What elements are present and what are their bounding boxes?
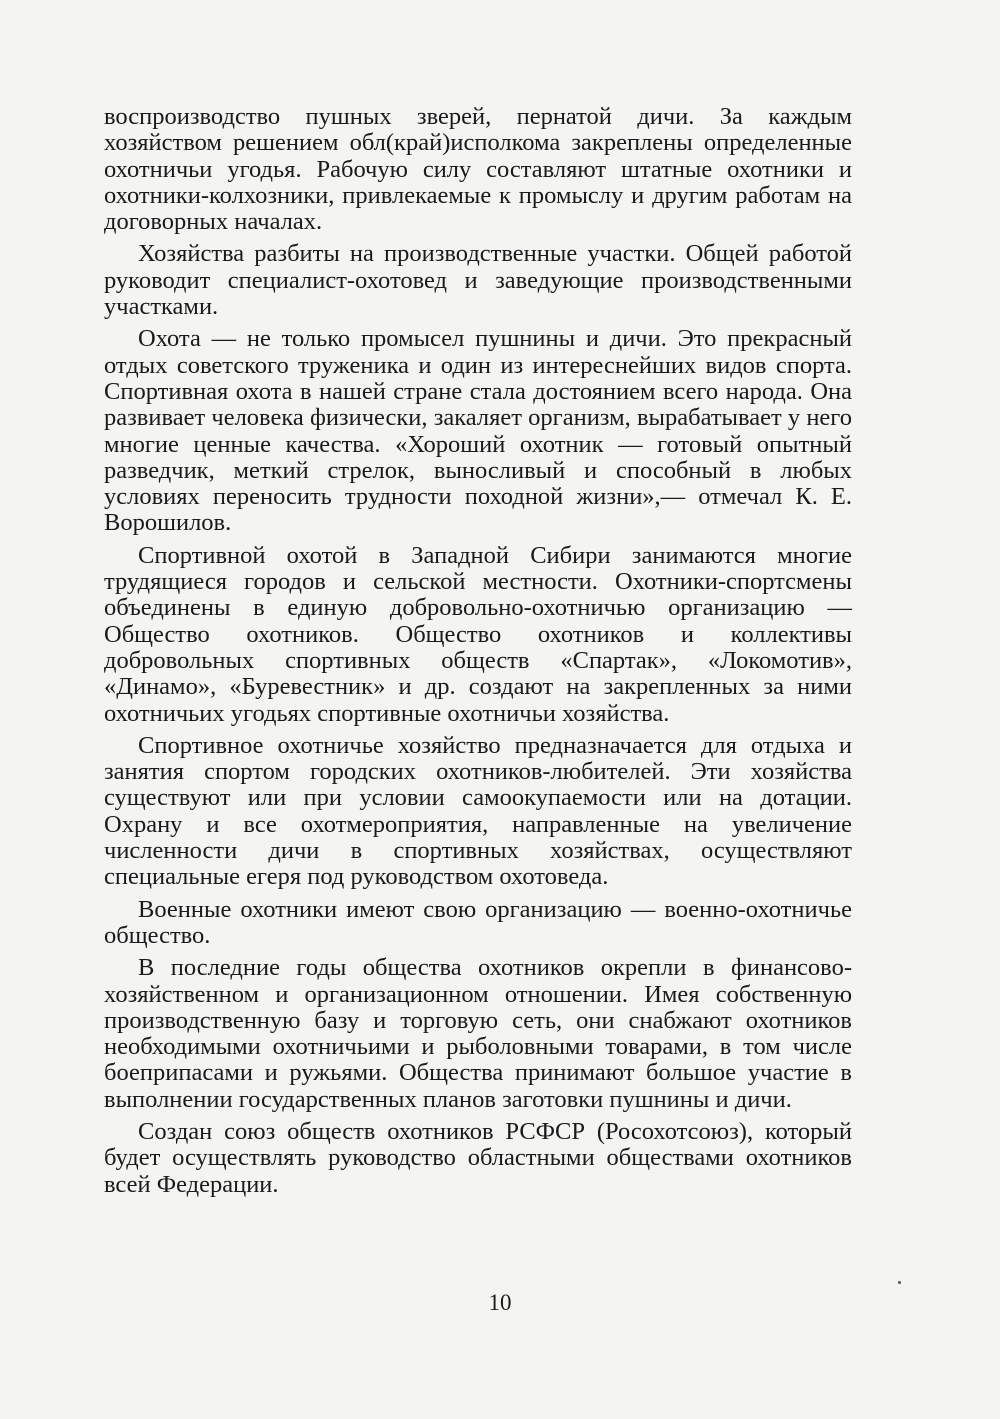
paragraph-western-siberia: Спортивной охотой в Западной Сибири занимаются многие трудящиеся городов и сельской местности. Охотники-спортсмены объединены в единую добровольно-охотничью организацию — Общество охотников. Общество охотников и коллективы добровольных спортивных обществ «Спартак», «Локомотив», «Динамо», «Буревестник» и др. создают на закрепленных за ними охотничьих угодьях спортивные охотничьи хозяйства. (104, 541, 852, 727)
paragraph-continuation: воспроизводство пушных зверей, пернатой дичи. За каждым хозяйством решением обл(край)исполкома закреплены определенные охотничьи угодья. Рабочую силу составляют штатные охотники и охотники-колхозники, привлекаемые к промыслу и другим работам на договорных началах. (104, 103, 852, 236)
print-speck (898, 1281, 901, 1284)
paragraph-societies-finance: В последние годы общества охотников окрепли в финансово-хозяйственном и организационном отношении. Имея собственную производственную базу и торговую сеть, они снабжают охотников необходимыми охотничьими и рыболовными товарами, в том числе боеприпасами и ружьями. Общества принимают большое участие в выполнении государственных планов заготовки пушнины и дичи. (104, 954, 852, 1113)
paragraph-hunting-sport: Охота — не только промысел пушнины и дичи. Это прекрасный отдых советского труженика и один из интереснейших видов спорта. Спортивная охота в нашей стране стала достоянием всего народа. Она развивает человека физически, закаляет организм, вырабатывает у него многие ценные качества. «Хороший охотник — готовый опытный разведчик, меткий стрелок, выносливый и способный в любых условиях переносить трудности походной жизни»,— отмечал К. Е. Ворошилов. (104, 325, 852, 537)
paragraph-sport-economy: Спортивное охотничье хозяйство предназначается для отдыха и занятия спортом городских охотников-любителей. Эти хозяйства существуют или при условии самоокупаемости или на дотации. Охрану и все охотмероприятия, направленные на увеличение численности дичи в спортивных хозяйствах, осуществляют специальные егеря под руководством охотоведа. (104, 731, 852, 891)
page-number: 10 (488, 1290, 512, 1315)
paragraph-rosokhotsoyuz: Создан союз обществ охотников РСФСР (Росохотсоюз), который будет осуществлять руководство областными обществами охотников всей Федерации. (104, 1117, 852, 1198)
paragraph-military-hunters: Военные охотники имеют свою организацию — военно-охотничье общество. (104, 895, 852, 949)
paragraph-production-sites: Хозяйства разбиты на производственные участки. Общей работой руководит специалист-охотовед и заведующие производственными участками. (104, 240, 852, 321)
body-text (104, 104, 852, 1204)
